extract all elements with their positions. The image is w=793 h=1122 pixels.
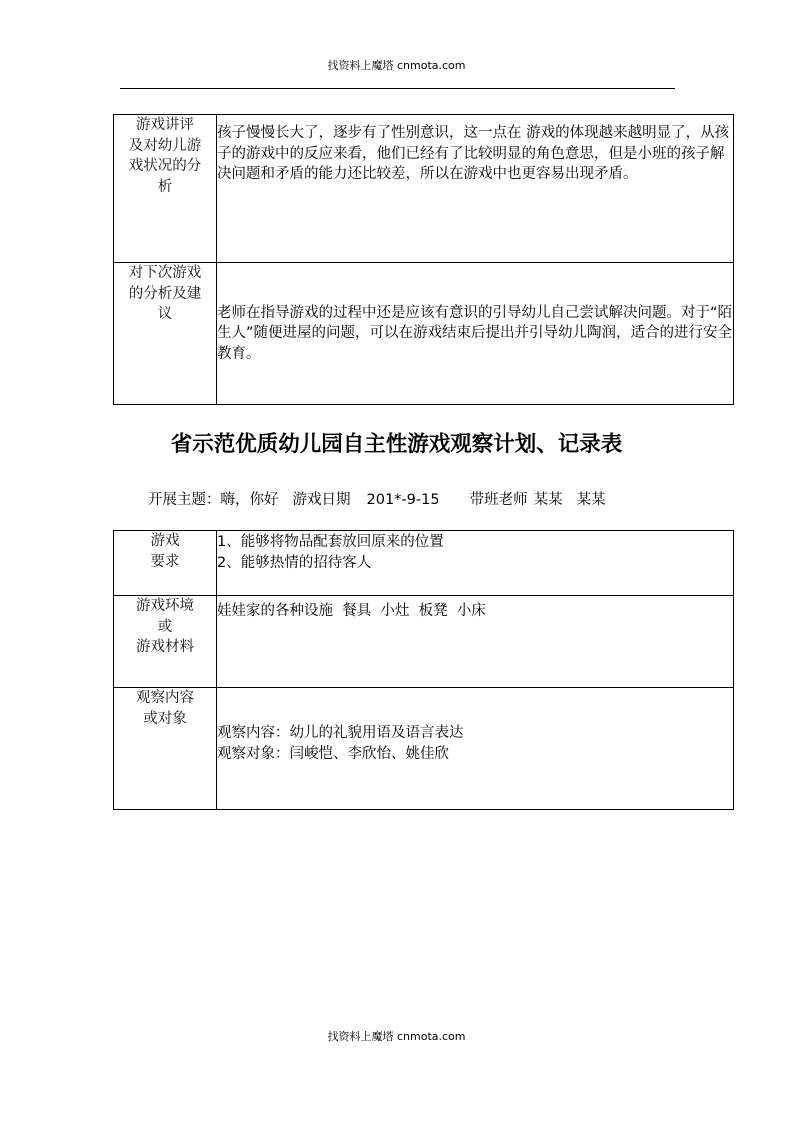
date-value: 201*-9-15 (366, 492, 440, 508)
label-line: 对下次游戏 (128, 265, 202, 281)
label-line: 及对幼儿游 (128, 137, 202, 154)
table-row (114, 115, 734, 263)
label-line: 议 (157, 306, 173, 322)
label-line: 戏状况的分 (128, 158, 202, 174)
row-label-observation (114, 688, 217, 810)
label-line: 或 (157, 618, 173, 635)
table-row (114, 531, 734, 596)
row-label-review (114, 115, 217, 263)
label-line: 析 (157, 178, 173, 195)
observation-plan-table (113, 530, 734, 810)
label-line: 观察内容 (136, 690, 194, 706)
form-title: 省示范优质幼儿园自主性游戏观察计划、记录表 (170, 432, 623, 457)
observation-content (217, 688, 734, 810)
environment-materials: 娃娃家的各种设施 餐具 小灶 板凳 小床 (217, 603, 486, 619)
table-row (114, 688, 734, 810)
form-meta-line (148, 489, 606, 511)
page-header: 找资料上魔塔 cnmota.com (327, 59, 466, 72)
table-row (114, 263, 734, 405)
teacher-name-2: 某某 (576, 492, 606, 508)
requirement-item: 1、能够将物品配套放回原来的位置 (217, 534, 444, 550)
date-label: 游戏日期 (292, 492, 351, 508)
observation-item: 观察内容：幼儿的礼貌用语及语言表达 (217, 725, 464, 741)
label-line: 游戏环境 (136, 598, 194, 614)
label-line: 的分析及建 (128, 285, 202, 302)
topic-field (148, 489, 279, 511)
page-footer: 找资料上魔塔 cnmota.com (327, 1030, 466, 1043)
topic-label: 开展主题： (148, 492, 221, 508)
topic-value: 嗨，你好 (220, 492, 279, 508)
teacher-name-1: 某某 (533, 492, 563, 508)
row-label-requirements (114, 531, 217, 596)
environment-content (217, 596, 734, 688)
requirement-item: 2、能够热情的招待客人 (217, 554, 372, 571)
game-review-table (113, 114, 734, 405)
header-divider (120, 88, 675, 89)
label-line: 游戏 (150, 533, 180, 549)
row-label-next-suggestion (114, 263, 217, 405)
observation-item: 观察对象：闫峻恺、李欣怡、姚佳欣 (217, 745, 449, 762)
suggestion-content: 老师在指导游戏的过程中还是应该有意识的引导幼儿自己尝试解决问题。对于“陌生人”随便进屋的问题，可以在游戏结束后提出并引导幼儿陶润，适合的进行安全教育。 (217, 263, 734, 405)
label-line: 或对象 (143, 710, 187, 727)
requirements-content (217, 531, 734, 596)
review-content: 孩子慢慢长大了，逐步有了性别意识，这一点在 游戏的体现越来越明显了，从孩子的游戏中的反应来看，他们已经有了比较明显的角色意思，但是小班的孩子解决问题和矛盾的能力还比较差，所以在游戏中也更容易出现矛盾。 (217, 115, 734, 263)
row-label-environment (114, 596, 217, 688)
teacher-label: 带班老师 (469, 492, 528, 508)
label-line: 游戏材料 (136, 639, 194, 655)
label-line: 游戏讲评 (136, 117, 194, 133)
table-row (114, 596, 734, 688)
label-line: 要求 (150, 553, 180, 570)
